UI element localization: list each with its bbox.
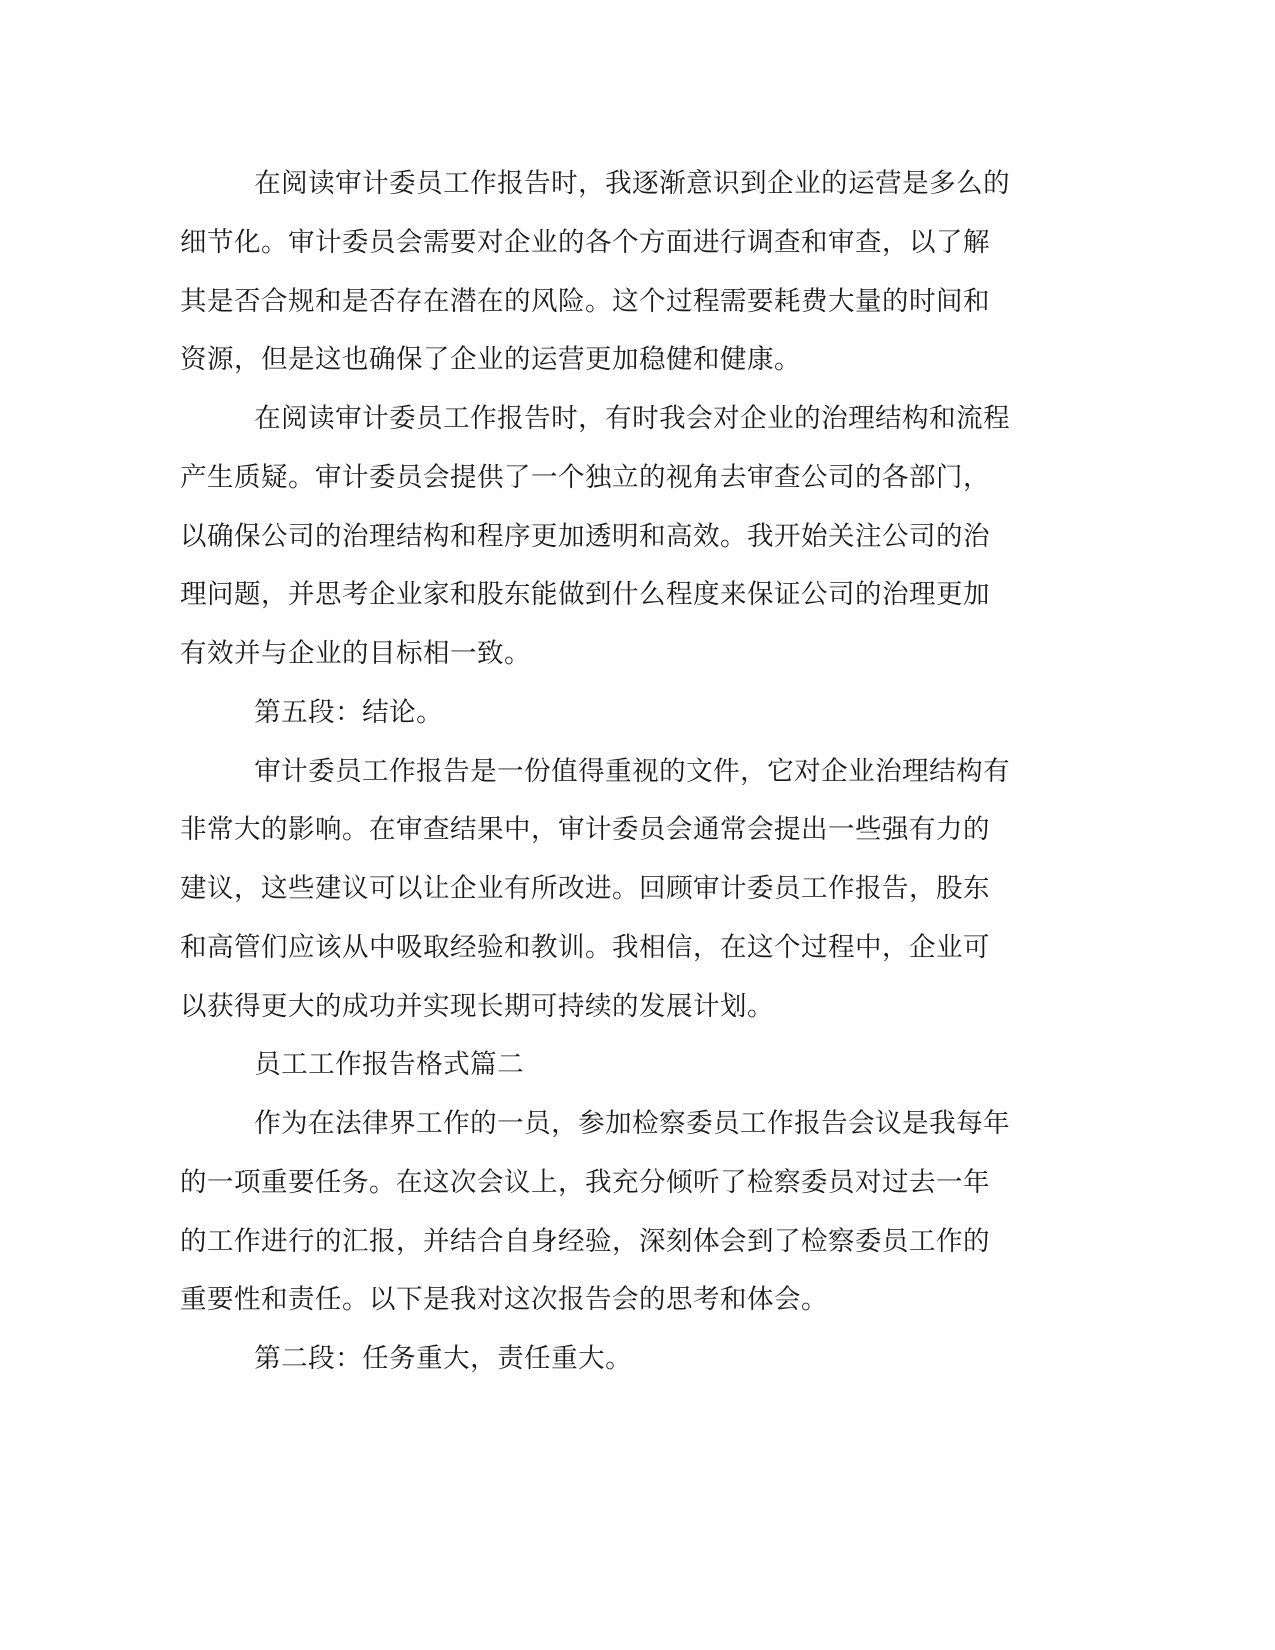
text-line: 第二段：任务重大，责任重大。 — [254, 1343, 633, 1374]
text-line: 第五段：结论。 — [254, 696, 444, 728]
text-line: 以获得更大的成功并实现长期可持续的发展计划。 — [180, 990, 774, 1022]
text-line: 员工工作报告格式篇二 — [254, 1049, 525, 1081]
text-line: 作为在法律界工作的一员，参加检察委员工作报告会议是我每年 — [254, 1108, 1011, 1139]
paragraph-3 — [180, 743, 1048, 1037]
document-page — [180, 155, 1048, 1389]
text-line: 在阅读审计委员工作报告时，我逐渐意识到企业的运营是多么的 — [254, 168, 1011, 199]
text-line: 资源，但是这也确保了企业的运营更加稳健和健康。 — [180, 344, 801, 376]
text-line: 在阅读审计委员工作报告时，有时我会对企业的治理结构和流程 — [254, 403, 1011, 434]
text-line: 和高管们应该从中吸取经验和教训。我相信，在这个过程中，企业可 — [180, 931, 990, 963]
section-heading-conclusion — [180, 684, 1048, 743]
text-line: 细节化。审计委员会需要对企业的各个方面进行调查和审查，以了解 — [180, 226, 990, 258]
text-line: 审计委员工作报告是一份值得重视的文件，它对企业治理结构有 — [254, 755, 1011, 787]
paragraph-4 — [180, 1095, 1048, 1330]
text-line: 非常大的影响。在审查结果中，审计委员会通常会提出一些强有力的 — [180, 814, 990, 846]
text-line: 重要性和责任。以下是我对这次报告会的思考和体会。 — [180, 1284, 828, 1316]
section-heading-second — [180, 1330, 1048, 1389]
text-line: 以确保公司的治理结构和程序更加透明和高效。我开始关注公司的治 — [180, 520, 990, 552]
paragraph-2 — [180, 390, 1048, 684]
text-line: 有效并与企业的目标相一致。 — [180, 638, 531, 669]
text-line: 的工作进行的汇报，并结合自身经验，深刻体会到了检察委员工作的 — [180, 1225, 990, 1257]
text-line: 的一项重要任务。在这次会议上，我充分倾听了检察委员对过去一年 — [180, 1166, 990, 1198]
text-line: 理问题，并思考企业家和股东能做到什么程度来保证公司的治理更加 — [180, 579, 990, 611]
text-line: 产生质疑。审计委员会提供了一个独立的视角去审查公司的各部门， — [180, 461, 990, 493]
paragraph-1 — [180, 155, 1048, 390]
text-line: 其是否合规和是否存在潜在的风险。这个过程需要耗费大量的时间和 — [180, 285, 990, 317]
text-line: 建议，这些建议可以让企业有所改进。回顾审计委员工作报告，股东 — [180, 873, 990, 904]
section-title-part-two — [180, 1036, 1048, 1095]
